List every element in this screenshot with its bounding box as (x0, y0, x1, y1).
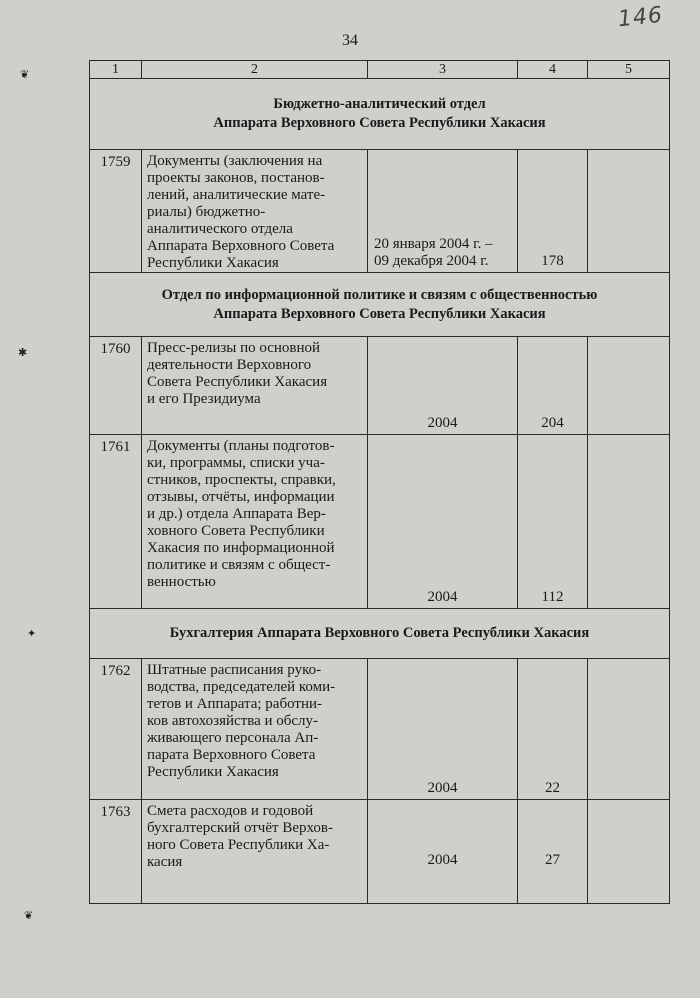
column-header: 3 (368, 61, 518, 79)
section-row (90, 79, 670, 150)
record-number: 1762 (90, 659, 142, 800)
record-note (588, 337, 670, 435)
record-dates: 2004 (368, 337, 518, 435)
binding-hole-mark: ✱ (18, 346, 28, 359)
column-header: 1 (90, 61, 142, 79)
record-sheets: 178 (518, 150, 588, 273)
record-description: Пресс-релизы по основной деятельности Верховного Совета Республики Хакасия и его Президиума (142, 337, 368, 435)
inventory-table (89, 60, 670, 904)
record-number: 1759 (90, 150, 142, 273)
handwritten-sheet-number: 146 (616, 2, 665, 33)
column-header: 5 (588, 61, 670, 79)
record-note (588, 800, 670, 904)
column-header: 2 (142, 61, 368, 79)
record-sheets-value: 27 (545, 852, 560, 868)
record-description: Документы (планы подготов- ки, программы, списки уча- стников, проспекты, справки, отзывы, отчёты, информации и др.) отдела Аппарата Вер- ховного Совета Республики Хакасия по информационной политике и связям с общест- венностью (142, 435, 368, 609)
record-description: Документы (заключения на проекты законов, постанов- лений, аналитические мате- риалы) бюджетно- аналитического отдела Аппарата Верховного Совета Республики Хакасия (142, 150, 368, 273)
table-row (90, 435, 670, 609)
record-note (588, 659, 670, 800)
record-sheets: 112 (518, 435, 588, 609)
record-dates: 2004 (368, 659, 518, 800)
section-title: Бюджетно-аналитический отдел Аппарата Верховного Совета Республики Хакасия (90, 79, 670, 150)
record-number: 1761 (90, 435, 142, 609)
table-row (90, 337, 670, 435)
record-note (588, 150, 670, 273)
column-header: 4 (518, 61, 588, 79)
record-note (588, 435, 670, 609)
record-number: 1760 (90, 337, 142, 435)
record-description: Смета расходов и годовой бухгалтерский отчёт Верхов- ного Совета Республики Ха- касия (142, 800, 368, 904)
record-dates (368, 800, 518, 904)
section-row (90, 609, 670, 659)
record-dates: 2004 (368, 435, 518, 609)
record-dates-value: 2004 (427, 852, 458, 868)
record-number: 1763 (90, 800, 142, 904)
binding-hole-mark: ✦ (27, 627, 37, 640)
record-dates: 20 января 2004 г. – 09 декабря 2004 г. (368, 150, 518, 273)
page-number: 34 (342, 32, 358, 49)
record-sheets (518, 800, 588, 904)
record-description: Штатные расписания руко- водства, председателей коми- тетов и Аппарата; работни- ков автохозяйства и обслу- живающего персонала Ап- парата Верховного Совета Республики Хакасия (142, 659, 368, 800)
binding-hole-mark: ❦ (20, 68, 30, 81)
section-row (90, 273, 670, 337)
binding-hole-mark: ❦ (24, 909, 34, 922)
record-sheets: 204 (518, 337, 588, 435)
table-row (90, 800, 670, 904)
table-row (90, 659, 670, 800)
table-header-row (90, 61, 670, 79)
table-row (90, 150, 670, 273)
section-title: Отдел по информационной политике и связям с общественностью Аппарата Верховного Совета Республики Хакасия (90, 273, 670, 337)
section-title: Бухгалтерия Аппарата Верховного Совета Республики Хакасия (90, 609, 670, 659)
record-sheets: 22 (518, 659, 588, 800)
